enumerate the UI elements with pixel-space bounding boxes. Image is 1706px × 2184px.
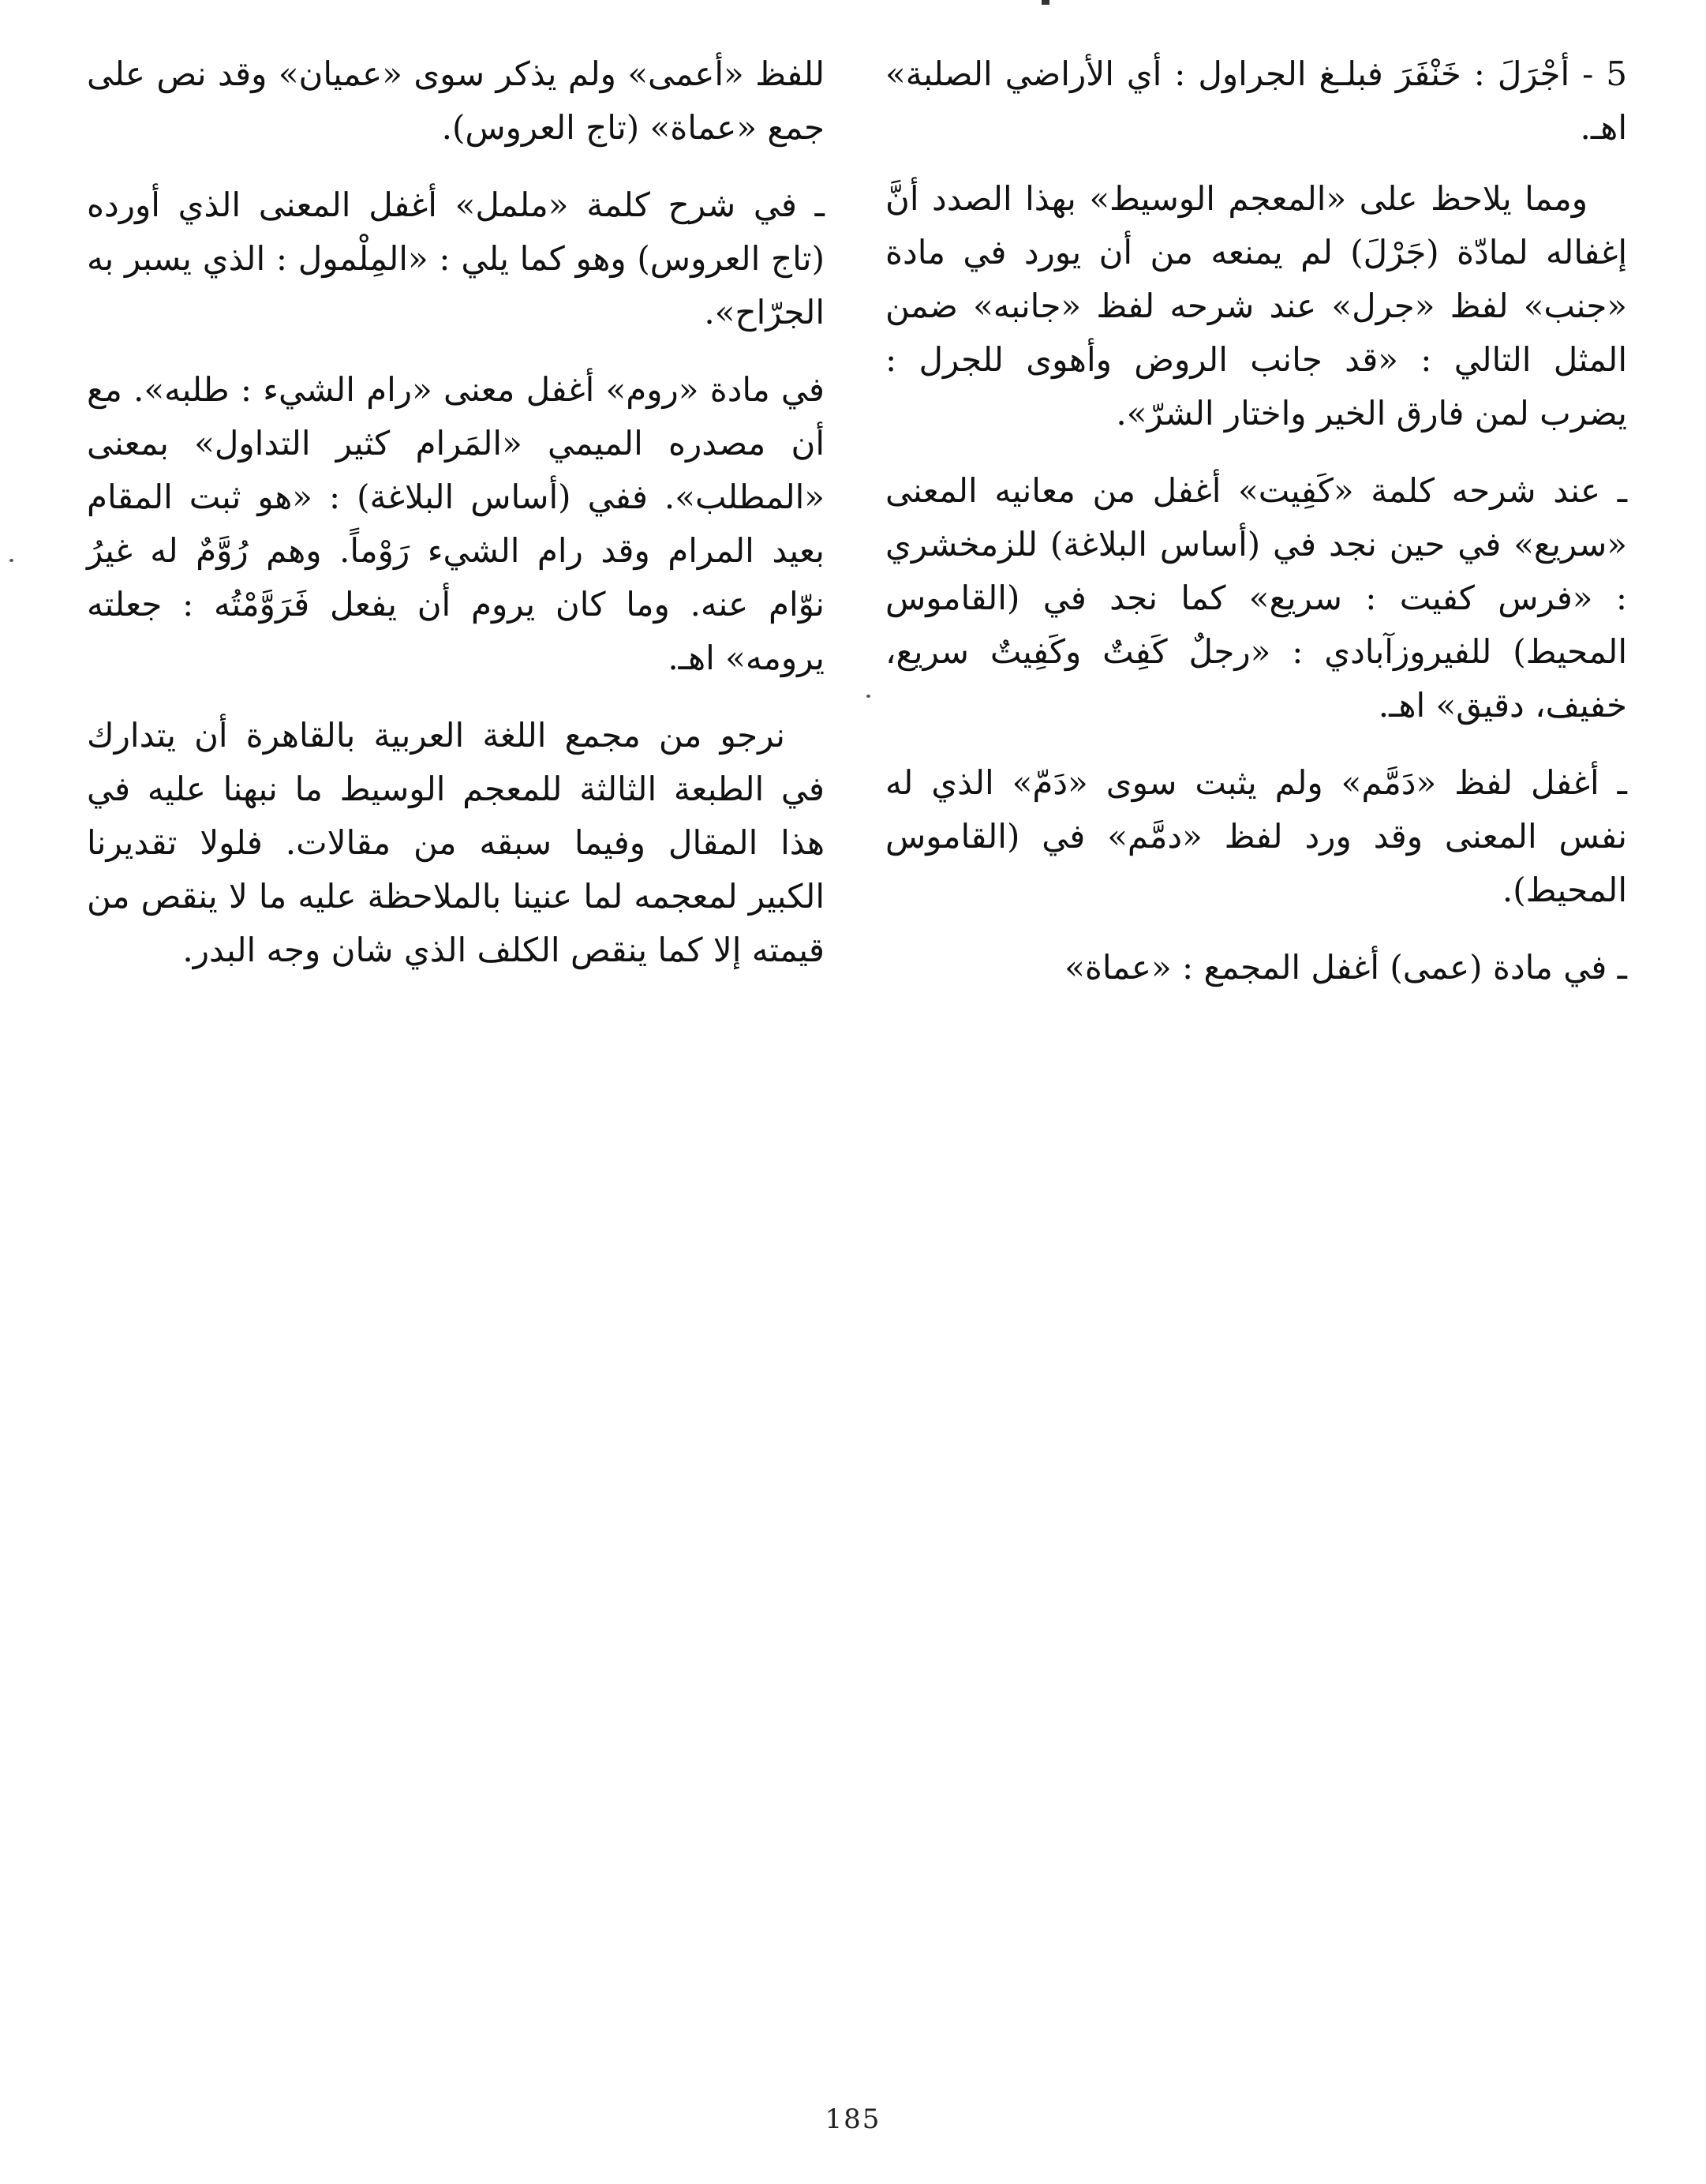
scan-speck: [9, 559, 13, 562]
left-para-ama-continued: للفظ «أعمى» ولم يذكر سوى «عميان» وقد نص على جمع «عماة» (تاج العروس).: [87, 54, 825, 147]
left-column: [87, 47, 825, 1001]
left-para-malmal: ـ في شرح كلمة «ململ» أغفل المعنى الذي أورده (تاج العروس) وهو كما يلي : «المِلْمول : الذي يسبر به الجرّاح».: [87, 185, 825, 332]
right-column: [885, 47, 1627, 1018]
left-para-rawm: في مادة «روم» أغفل معنى «رام الشيء : طلبه». مع أن مصدره الميمي «المَرام كثير التداول» بمعنى «المطلب». ففي (أساس البلاغة) : «هو ثبت المقام بعيد المرام وقد رام الشيء رَوْماً. وهم رُوَّمٌ له غيرُ نوّام عنه. وما كان يروم أن يفعل فَرَوَّمْتُه : جعلته يرومه» اهـ.: [87, 370, 825, 677]
right-para-entry-ajral: 5 - أجْرَلَ : خَنْفَرَ فبلـغ الجراول : أي الأراضي الصلبة» اهـ.: [885, 54, 1627, 147]
left-para-conclusion: نرجو من مجمع اللغة العربية بالقاهرة أن يتدارك في الطبعة الثالثة للمعجم الوسيط ما نبهنا عليه في هذا المقال وفيما سبقه من مقالات. فلولا تقديرنا الكبير لمعجمه لما عنينا بالملاحظة عليه ما لا ينقص من قيمته إلا كما ينقص الكلف الذي شان وجه البدر.: [87, 716, 825, 969]
right-para-ama: ـ في مادة (عمى) أغفل المجمع : «عماة»: [1064, 948, 1627, 987]
right-para-dammam: ـ أغفل لفظ «دَمَّم» ولم يثبت سوى «دَمّ» الذي له نفس المعنى وقد ورد لفظ «دمَّم» في (القاموس المحيط).: [885, 763, 1627, 909]
scan-mark-top: [1042, 0, 1049, 5]
right-para-kafit: ـ عند شرحه كلمة «كَفِيت» أغفل من معانيه المعنى «سريع» في حين نجد في (أساس البلاغة) للزمخشري : «فرس كفيت : سريع» كما نجد في (القاموس المحيط) للفيروزآبادي : «رجلٌ كَفِتٌ وكَفِيتٌ سريع، خفيف، دقيق» اهـ.: [885, 471, 1627, 725]
scan-speck: [866, 695, 870, 698]
page-number: 185: [825, 2103, 881, 2135]
right-para-jaral-note: ومما يلاحظ على «المعجم الوسيط» بهذا الصدد أنَّ إغفاله لمادّة (جَرْلَ) لم يمنعه من أن يورد في مادة «جنب» لفظ «جرل» عند شرحه لفظ «جانبه» ضمن المثل التالي : «قد جانب الروض وأهوى للجرل : يضرب لمن فارق الخير واختار الشرّ».: [885, 179, 1627, 433]
